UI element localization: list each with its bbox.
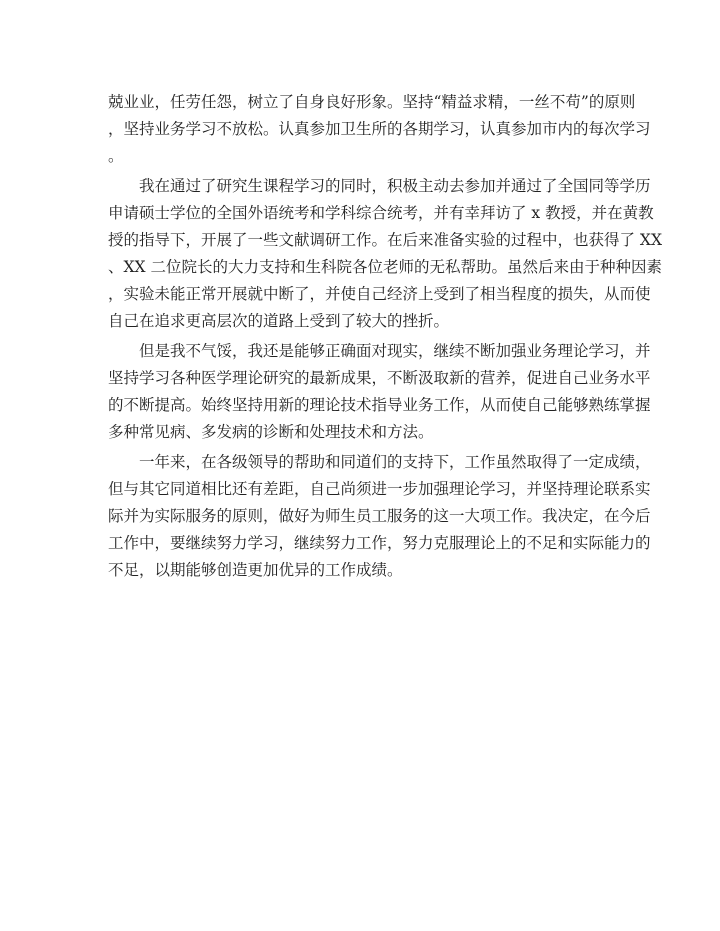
- text-line: 的不断提高。始终坚持用新的理论技术指导业务工作，从而使自己能够熟练掌握: [108, 396, 651, 414]
- text-line: 兢业业，任劳任怨，树立了自身良好形象。坚持“精益求精，一丝不苟”的原则: [108, 93, 636, 111]
- text-line: 自己在追求更高层次的道路上受到了较大的挫折。: [108, 312, 450, 330]
- text-line: 不足，以期能够创造更加优异的工作成绩。: [108, 561, 403, 579]
- text-line: 、XX 二位院长的大力支持和生科院各位老师的无私帮助。虽然后来由于种种因素: [108, 258, 662, 276]
- paragraph-first-line: 但是我不气馁，我还是能够正确面对现实，继续不断加强业务理论学习，并: [139, 342, 651, 360]
- text-line: 多种常见病、多发病的诊断和处理技术和方法。: [108, 423, 434, 441]
- text-line: 工作中，要继续努力学习，继续努力工作，努力克服理论上的不足和实际能力的: [108, 534, 651, 552]
- text-line: 申请硕士学位的全国外语统考和学科综合统考，并有幸拜访了 x 教授，并在黄教: [108, 204, 654, 222]
- text-line: ，实验未能正常开展就中断了，并使自己经济上受到了相当程度的损失，从而使: [108, 285, 651, 303]
- text-line: 坚持学习各种医学理论研究的最新成果，不断汲取新的营养，促进自己业务水平: [108, 369, 651, 387]
- paragraph-first-line: 一年来，在各级领导的帮助和同道们的支持下，工作虽然取得了一定成绩，: [139, 453, 651, 471]
- paragraph-first-line: 我在通过了研究生课程学习的同时，积极主动去参加并通过了全国同等学历: [139, 177, 651, 195]
- text-line: 际并为实际服务的原则，做好为师生员工服务的这一大项工作。我决定，在今后: [108, 507, 651, 525]
- text-line: 但与其它同道相比还有差距，自己尚须进一步加强理论学习，并坚持理论联系实: [108, 480, 651, 498]
- text-line: ，坚持业务学习不放松。认真参加卫生所的各期学习，认真参加市内的每次学习: [108, 120, 651, 138]
- text-line: 授的指导下，开展了一些文献调研工作。在后来准备实验的过程中，也获得了 XX: [108, 231, 662, 249]
- text-line: 。: [108, 147, 124, 165]
